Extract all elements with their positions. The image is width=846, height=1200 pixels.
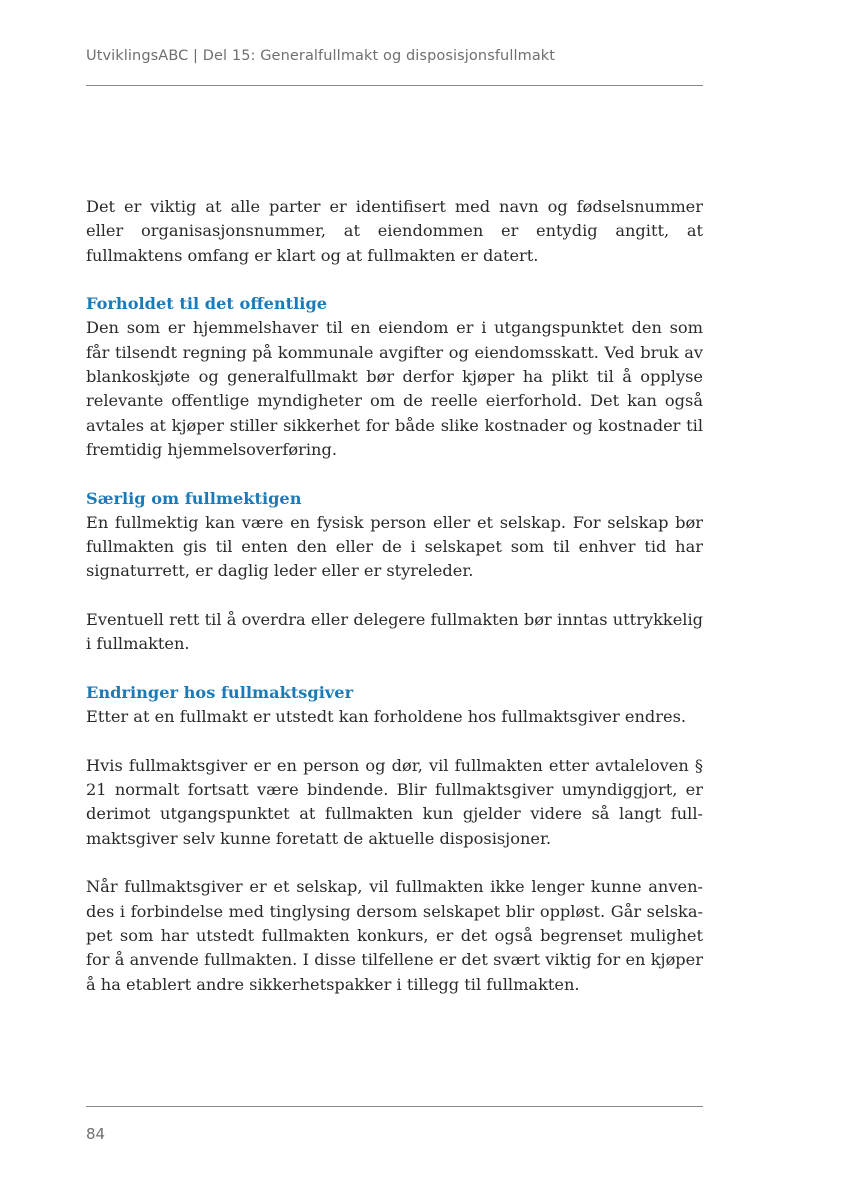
section-paragraph: Den som er hjemmelshaver til en eiendom er i utgangspunktet den som får tilsendt regning på kommunale avgifter og eiendomsskatt. Ved bruk av blankoskjøte og generalfullmakt bør derfor kjøper ha plikt til å opplyse relevante offentlige myndigheter om de reelle eierforhold. Det kan også avtales at kjøper stiller sikkerhet for både slike kostnader og kostnader til fremtidig hjemmelsoverføring. [86, 318, 703, 459]
page-number: 84 [86, 1125, 106, 1143]
section-heading-attorney: Særlig om fullmektigen [86, 488, 302, 508]
section-paragraph: En fullmektig kan være en fysisk person eller et selskap. For selskap bør fullmakten gis til enten den eller de i selskapet som til enhver tid har signaturrett, er daglig leder eller er styreleder. [86, 512, 703, 581]
header-divider [86, 85, 703, 86]
section-paragraph: Etter at en fullmakt er utstedt kan forholdene hos fullmaktsgiver endres. [86, 707, 687, 727]
section-heading-public-relations: Forholdet til det offentlige [86, 294, 328, 314]
footer-divider [86, 1106, 703, 1107]
page-body [86, 195, 703, 997]
section-paragraph: Eventuell rett til å overdra eller delegere fullmakten bør inntas uttrykkelig i fullmakten. [86, 610, 703, 654]
running-header: UtviklingsABC | Del 15: Generalfullmakt og disposisjonsfullmakt [86, 48, 556, 64]
section-paragraph: Når fullmaktsgiver er et selskap, vil fullmakten ikke lenger kunne anvendes i forbindelse med tinglysing dersom selskapet blir oppløst. Går selskapet som har utstedt fullmakten konkurs, er det også begrenset mulighet for å anvende fullmakten. I disse tilfellene er det svært viktig for en kjøper å ha etablert andre sikkerhetspakker i tillegg til fullmakten. [86, 877, 703, 994]
section-heading-principal-changes: Endringer hos fullmaktsgiver [86, 682, 354, 702]
intro-paragraph: Det er viktig at alle parter er identifisert med navn og fødselsnummer eller organisasjonsnummer, at eiendommen er entydig angitt, at fullmaktens omfang er klart og at fullmakten er datert. [86, 197, 703, 265]
section-paragraph: Hvis fullmaktsgiver er en person og dør, vil fullmakten etter avtaleloven § 21 normalt fortsatt være bindende. Blir fullmaktsgiver umyndiggjort, er derimot utgangspunktet at fullmakten kun gjelder videre så langt fullmaktsgiver selv kunne foretatt de aktuelle disposisjoner. [86, 755, 703, 848]
